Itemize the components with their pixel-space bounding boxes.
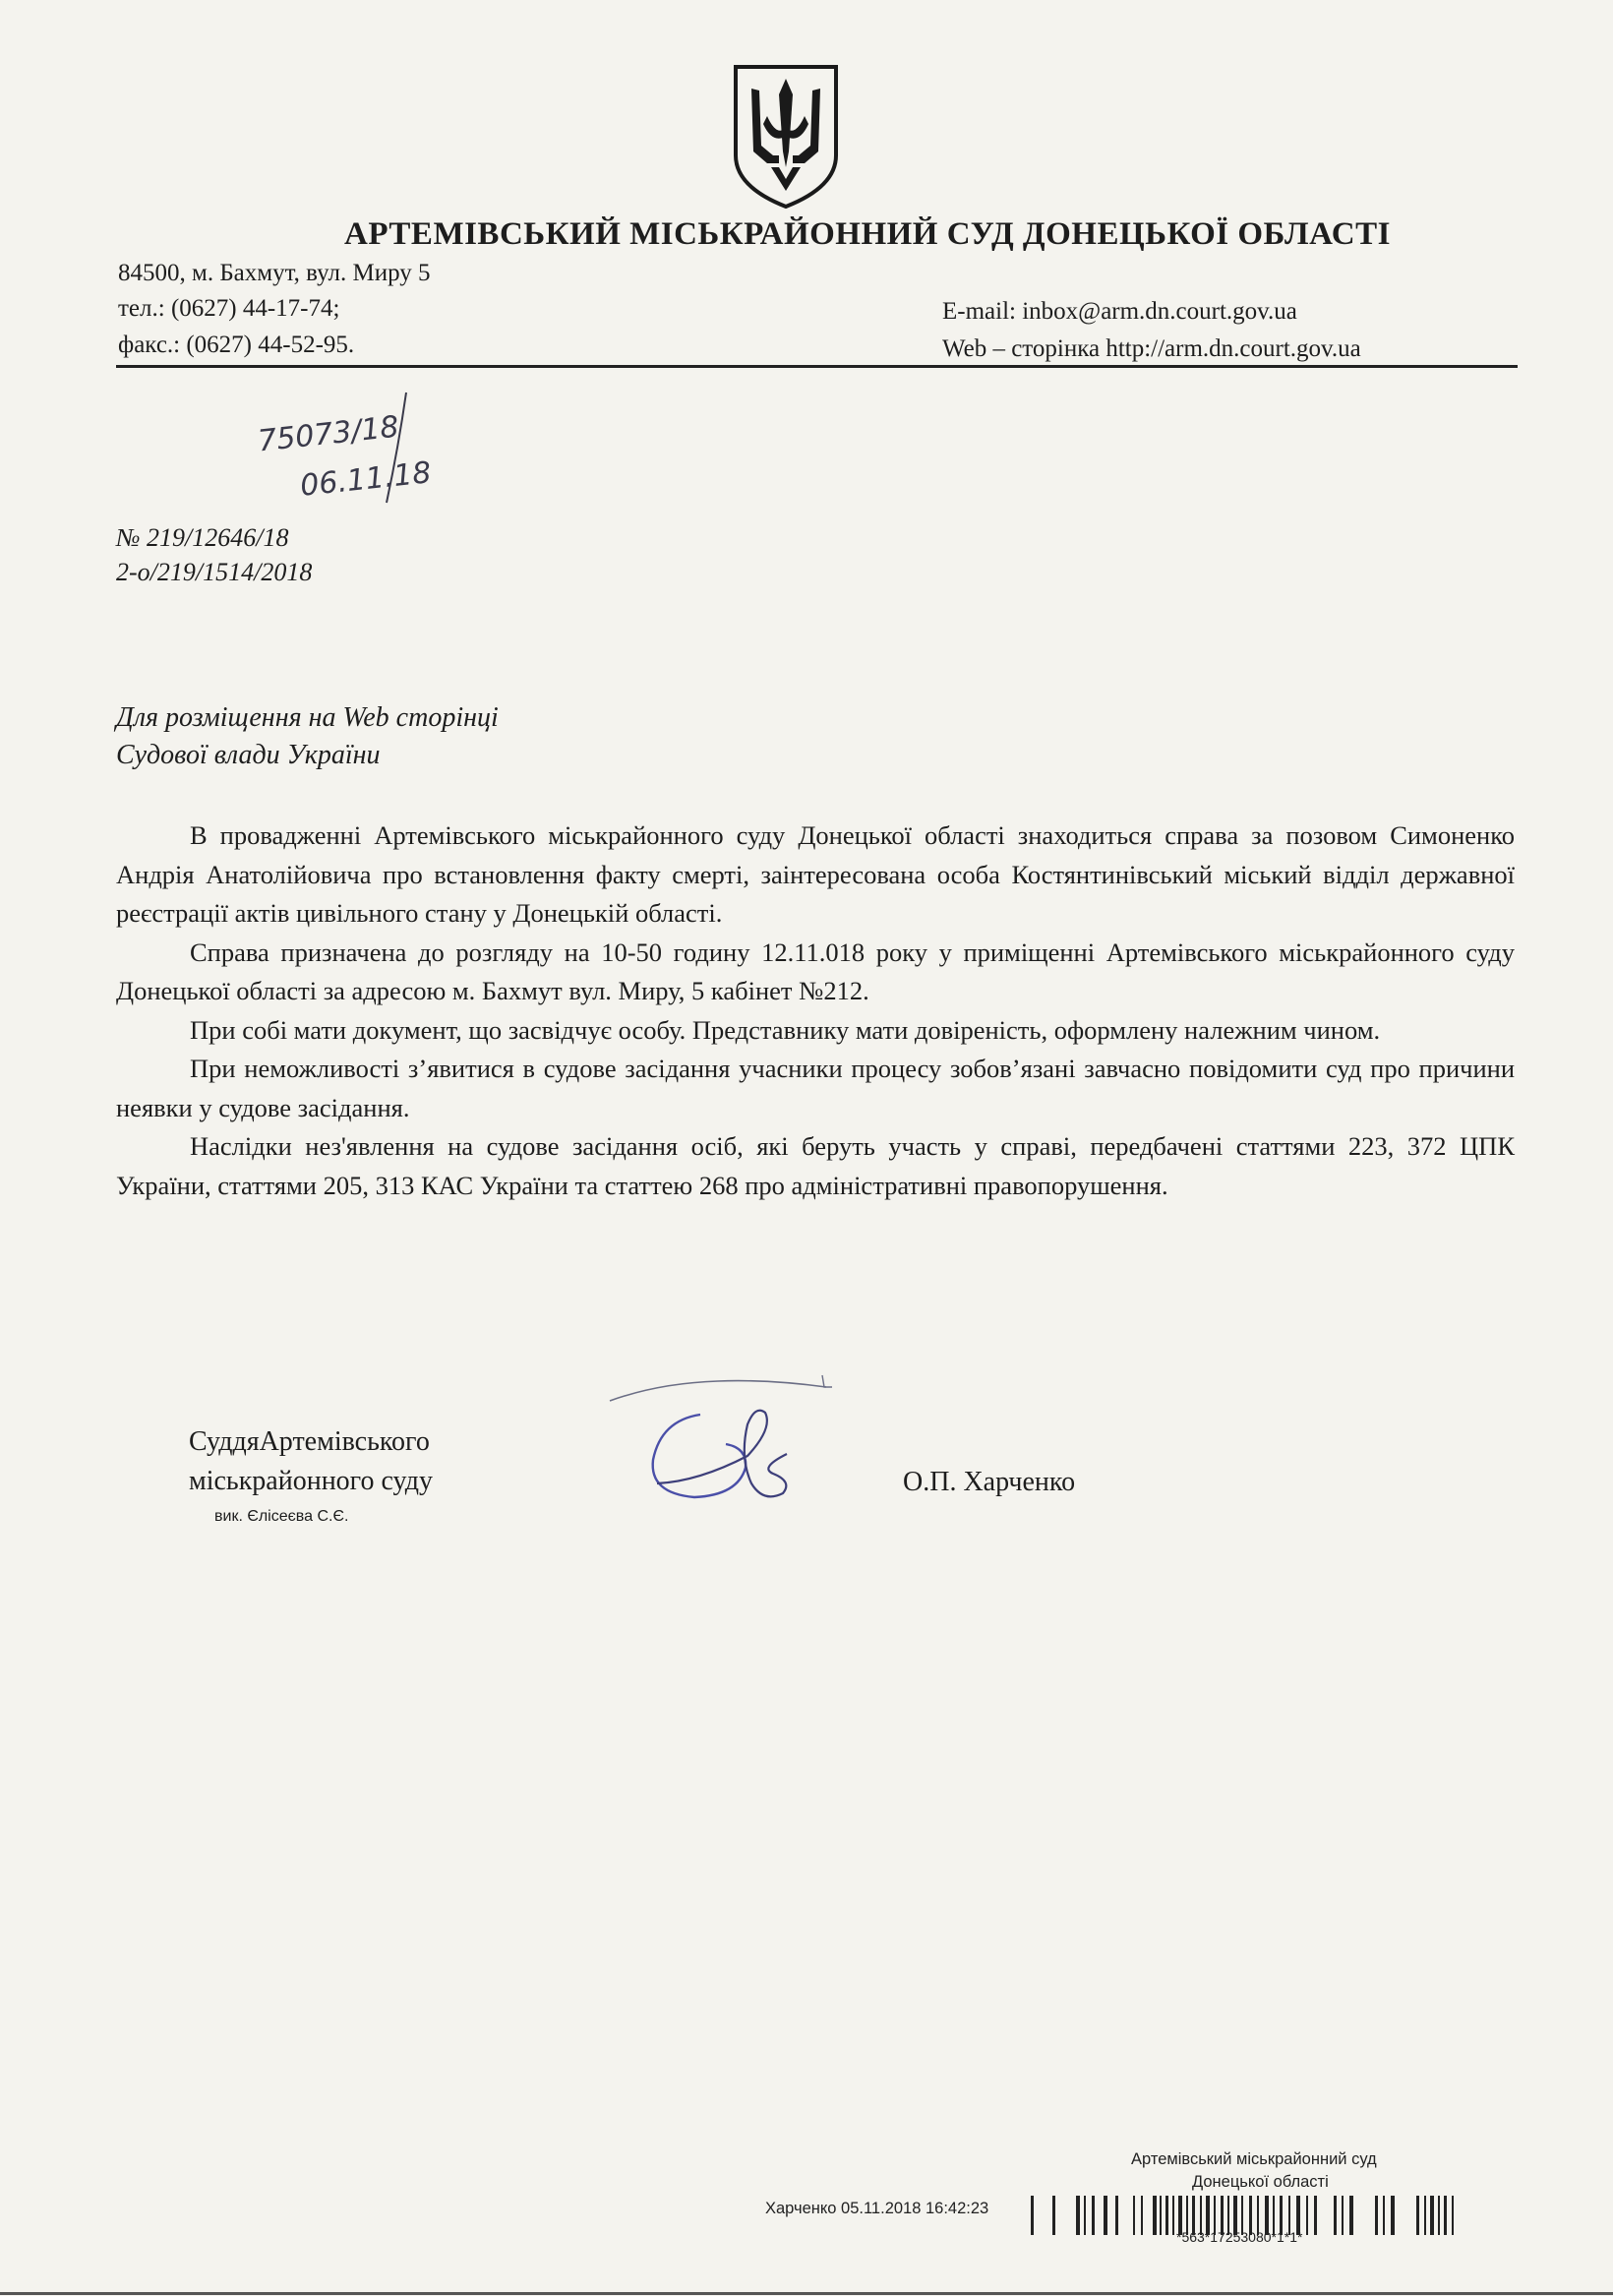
paragraph-case-info: В провадженні Артемівського міськрайонного суду Донецької області знаходиться справа за позовом Симоненко Андрія Анатолійовича про встановлення факту смерті, заінтересована особа Костянтинівський міський відділ державної реєстрації актів цивільного стану у Донецькій області.: [116, 820, 1515, 928]
handwritten-incoming-number: 75073/18: [256, 409, 401, 459]
judge-title-line-1: СуддяАртемівського: [189, 1426, 430, 1457]
header-divider: [116, 365, 1518, 368]
case-number: 2-о/219/1514/2018: [116, 558, 313, 586]
court-fax: факс.: (0627) 44-52-95.: [118, 332, 355, 358]
barcode-text: *563*17253080*1*1*: [1176, 2229, 1303, 2245]
page-edge: [0, 2292, 1613, 2295]
signature-icon: [600, 1365, 846, 1533]
paragraph-documents: При собі мати документ, що засвідчує особу. Представнику мати довіреність, оформлену належним чином.: [190, 1014, 1381, 1045]
court-email: E-mail: inbox@arm.dn.court.gov.ua: [942, 298, 1297, 325]
handwritten-stroke: [379, 389, 418, 507]
court-address: 84500, м. Бахмут, вул. Миру 5: [118, 260, 431, 286]
stamp-court-line-2: Донецької області: [1192, 2173, 1329, 2191]
judge-name: О.П. Харченко: [903, 1467, 1076, 1497]
addressee-line-1: Для розміщення на Web сторінці: [116, 702, 499, 733]
court-phone: тел.: (0627) 44-17-74;: [118, 295, 340, 322]
paragraph-hearing-time: Справа призначена до розгляду на 10-50 годину 12.11.018 року у приміщенні Артемівського міськрайонного суду Донецької області за адресою м. Бахмут вул. Миру, 5 кабінет №212.: [116, 937, 1515, 1005]
court-website: Web – сторінка http://arm.dn.court.gov.ua: [942, 335, 1361, 362]
registration-info: Харченко 05.11.2018 16:42:23: [765, 2200, 989, 2217]
trident-coat-of-arms-icon: [728, 61, 844, 211]
judge-title-line-2: міськрайонного суду: [189, 1466, 434, 1496]
notice-body: [116, 816, 1515, 1205]
addressee-line-2: Судової влади України: [116, 740, 381, 770]
paragraph-absence-notice: При неможливості з’явитися в судове засідання учасники процесу зобов’язані завчасно повідомити суд про причини неявки у судове засідання.: [116, 1054, 1515, 1122]
executor-name: вик. Єлісеєва С.Є.: [214, 1508, 349, 1525]
handwritten-incoming-date: 06.11.18: [298, 455, 434, 504]
paragraph-consequences: Наслідки нез'явлення на судове засідання осіб, які беруть участь у справі, передбачені статтями 223, 372 ЦПК України, статтями 205, 313 КАС України та статтею 268 про адміністративні правопорушення.: [116, 1131, 1515, 1200]
court-name-heading: АРТЕМІВСЬКИЙ МІСЬКРАЙОННИЙ СУД ДОНЕЦЬКОЇ ОБЛАСТІ: [344, 216, 1391, 252]
judge-title: [189, 1422, 433, 1501]
outgoing-number: № 219/12646/18: [116, 523, 289, 552]
stamp-court-line-1: Артемівський міськрайонний суд: [1131, 2150, 1377, 2168]
